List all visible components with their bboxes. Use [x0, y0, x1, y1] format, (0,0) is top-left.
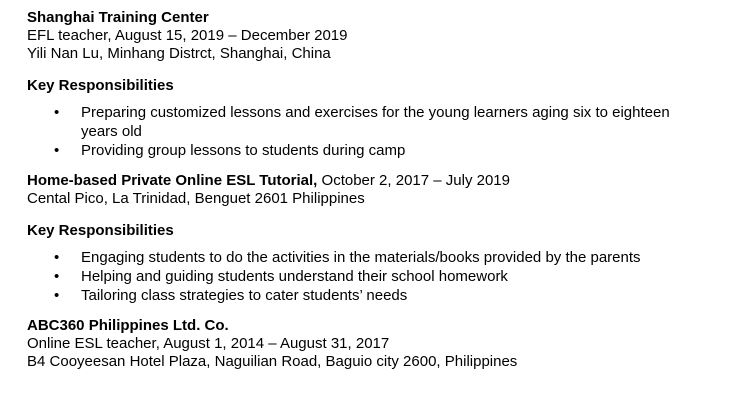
responsibilities-list — [27, 248, 717, 305]
responsibilities-list — [27, 103, 717, 160]
list-item — [27, 267, 706, 286]
employer-name: Home-based Private Online ESL Tutorial, — [27, 172, 318, 189]
list-item — [27, 286, 706, 305]
bullet-icon: • — [54, 104, 60, 121]
list-item — [27, 103, 706, 141]
employer-address: Cental Pico, La Trinidad, Benguet 2601 Philippines — [27, 190, 365, 207]
resume-experience-section — [27, 9, 717, 385]
job-entry — [27, 172, 717, 208]
employer-address: Yili Nan Lu, Minhang Distrct, Shanghai, China — [27, 45, 331, 62]
list-item-text: Tailoring class strategies to cater students’ needs — [81, 287, 408, 304]
list-item-text: Providing group lessons to students during camp — [81, 142, 406, 159]
list-item — [27, 248, 706, 267]
list-item-text: Engaging students to do the activities in the materials/books provided by the parents — [81, 249, 641, 266]
employer-name: ABC360 Philippines Ltd. Co. — [27, 317, 229, 334]
list-item-text: Preparing customized lessons and exercises for the young learners aging six to eighteen years old — [81, 104, 670, 140]
employment-dates: October 2, 2017 – July 2019 — [317, 172, 510, 189]
list-item — [27, 141, 706, 160]
bullet-icon: • — [54, 268, 60, 285]
job-entry — [27, 9, 717, 63]
responsibilities-heading: Key Responsibilities — [27, 77, 174, 94]
employer-address: B4 Cooyeesan Hotel Plaza, Naguilian Road, Baguio city 2600, Philippines — [27, 353, 518, 370]
role-and-dates: EFL teacher, August 15, 2019 – December 2019 — [27, 27, 348, 44]
employer-line — [27, 172, 717, 190]
job-entry — [27, 317, 717, 371]
bullet-icon: • — [54, 287, 60, 304]
bullet-icon: • — [54, 142, 60, 159]
list-item-text: Helping and guiding students understand their school homework — [81, 268, 508, 285]
role-and-dates: Online ESL teacher, August 1, 2014 – August 31, 2017 — [27, 335, 390, 352]
responsibilities-heading: Key Responsibilities — [27, 222, 174, 239]
bullet-icon: • — [54, 249, 60, 266]
employer-name: Shanghai Training Center — [27, 9, 209, 26]
